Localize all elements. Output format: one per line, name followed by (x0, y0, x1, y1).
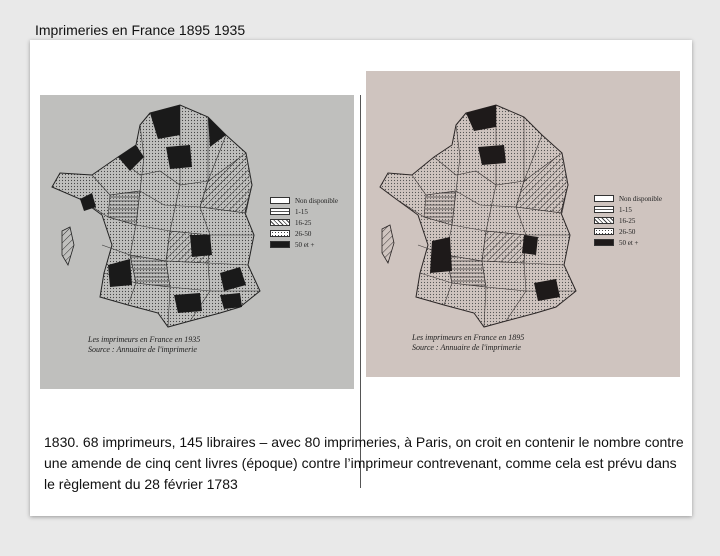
vertical-divider (360, 95, 361, 488)
legend-item: 16-25 (594, 215, 662, 226)
map-caption-1895 (412, 333, 524, 353)
legend-item: 50 et + (594, 237, 662, 248)
legend-item: 1-15 (270, 206, 338, 217)
legend-item: 1-15 (594, 204, 662, 215)
legend-item: 50 et + (270, 239, 338, 250)
caption-title: Les imprimeurs en France en 1935 (88, 335, 201, 344)
body-paragraph: 1830. 68 imprimeurs, 145 libraires – avec 80 imprimeries, à Paris, on croit en contenir le nombre contre une amende de cinq cent livres (époque) contre l’imprimeur contrevenant, comme cela est prévu dans le règlement du 28 février 1783 (44, 434, 684, 492)
legend-item: 26-50 (270, 228, 338, 239)
map-photo-1935 (40, 95, 354, 389)
corsica (382, 225, 394, 263)
legend-item: Non disponible (594, 193, 662, 204)
slide (30, 40, 692, 516)
map-caption-1935 (88, 335, 200, 355)
map-photo-1895 (366, 71, 680, 377)
page-title: Imprimeries en France 1895 1935 (35, 22, 246, 38)
legend-item: 16-25 (270, 217, 338, 228)
caption-source: Source : Annuaire de l'imprimerie (412, 343, 521, 352)
caption-source: Source : Annuaire de l'imprimerie (88, 345, 197, 354)
corsica (62, 227, 74, 265)
legend-item: Non disponible (270, 195, 338, 206)
map-legend-1895 (594, 193, 662, 248)
caption-title: Les imprimeurs en France en 1895 (412, 333, 525, 342)
map-legend-1935 (270, 195, 338, 250)
france-outline (52, 105, 260, 327)
legend-item: 26-50 (594, 226, 662, 237)
